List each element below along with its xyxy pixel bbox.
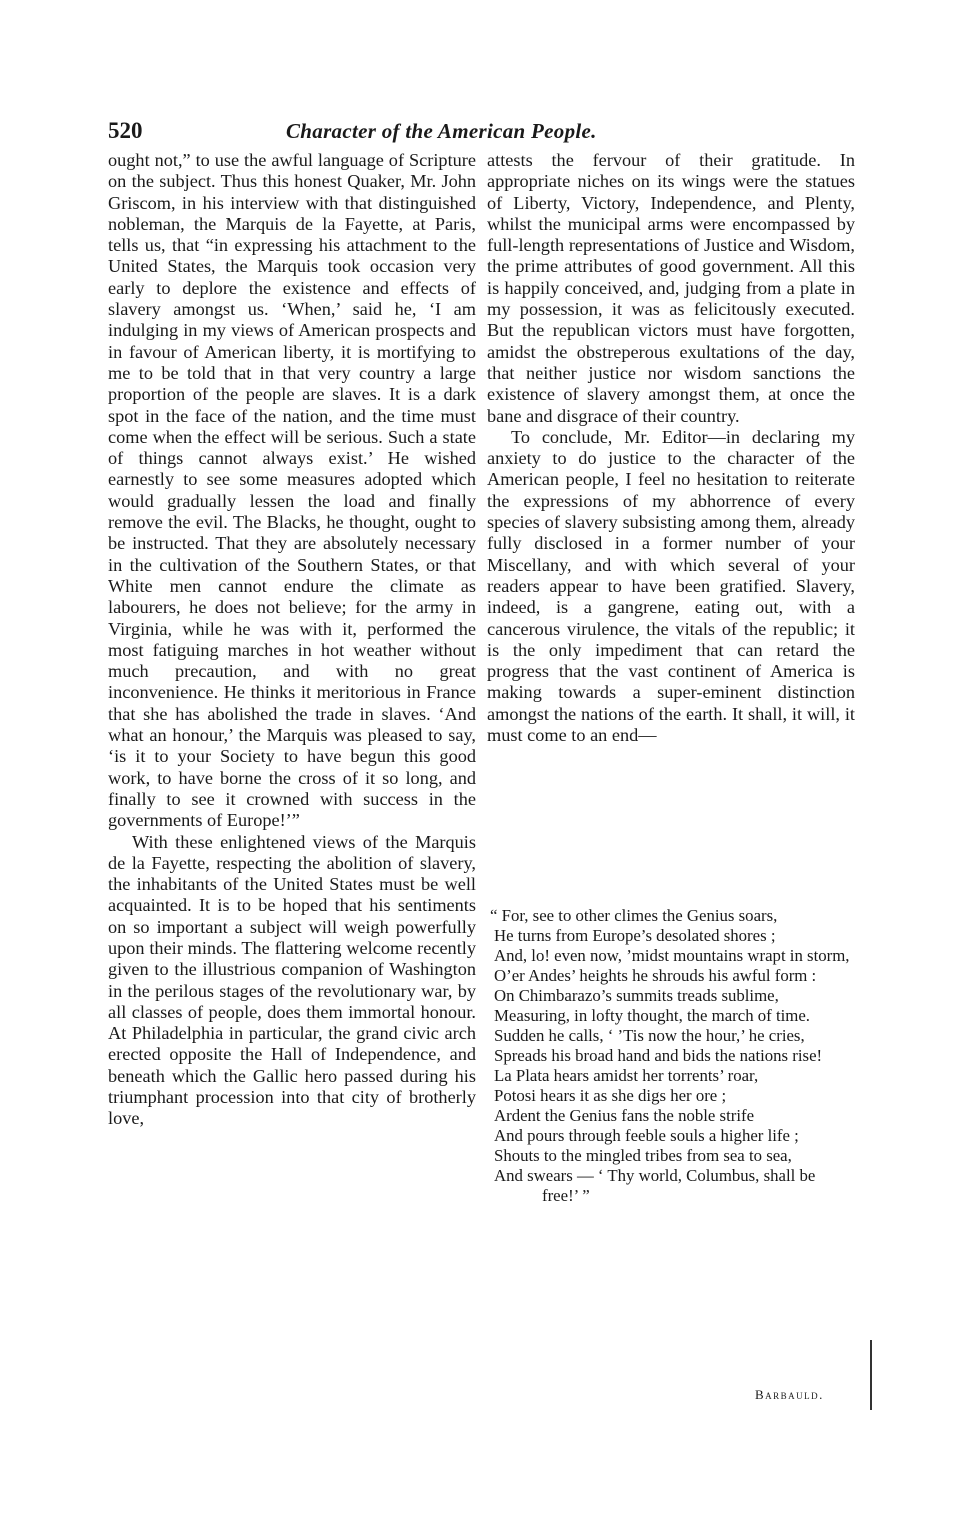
- poem-line: Potosi hears it as she digs her ore ;: [494, 1086, 727, 1105]
- left-column: [108, 150, 476, 1130]
- poem: [490, 906, 850, 1206]
- poem-line: Ardent the Genius fans the noble strife: [494, 1106, 755, 1125]
- running-title: Character of the American People.: [286, 119, 597, 143]
- poem-line: On Chimbarazo’s summits treads sublime,: [494, 986, 779, 1005]
- poem-line: Sudden he calls, ‘ ’Tis now the hour,’ he cries,: [494, 1026, 805, 1045]
- poem-line: “ For, see to other climes the Genius soars,: [490, 906, 778, 925]
- paragraph: ought not,” to use the awful language of Scripture on the subject. Thus this honest Quaker, Mr. John Griscom, in his interview with that distinguished nobleman, the Marquis de la Fayette, at Paris, tells us, that “in expressing his attachment to the United States, the Marquis took occasion very early to deplore the existence and effects of slavery amongst us. ‘When,’ said he, ‘I am indulging in my views of American prospects and in favour of American liberty, it is mortifying to me to be told that in that very country a large proportion of the people are slaves. It is a dark spot in the face of the nation, and the time must come when the effect will be serious. Such a state of things cannot always exist.’ He wished earnestly to see some measures adopted which would gradually lessen the load and finally remove the evil. The Blacks, he thought, ought to be instructed. That they are absolutely necessary in the cultivation of the Southern States, or that White men cannot endure the climate as labourers, he does not believe; for the army in Virginia, while he was with it, performed the most fatiguing marches in hot weather without much precaution, and with no great inconvenience. He thinks it meritorious in France that she has abolished the trade in slaves. ‘And what an honour,’ the Marquis was pleased to say, ‘is it to your Society to have begun this good work, to have borne the cross of it so long, and finally to see it crowned with success in the governments of Europe!’”: [108, 150, 476, 831]
- poem-line: Measuring, in lofty thought, the march of time.: [494, 1006, 810, 1025]
- poem-line: He turns from Europe’s desolated shores ;: [494, 926, 776, 945]
- poem-line: La Plata hears amidst her torrents’ roar,: [494, 1066, 759, 1085]
- poem-line: O’er Andes’ heights he shrouds his awful form :: [494, 966, 817, 985]
- poem-line: And, lo! even now, ’midst mountains wrapt in storm,: [494, 946, 850, 965]
- margin-rule: [870, 1340, 872, 1410]
- page-number: 520: [108, 118, 143, 143]
- poem-line: Shouts to the mingled tribes from sea to sea,: [494, 1146, 792, 1165]
- poem-line: And pours through feeble souls a higher life ;: [494, 1126, 799, 1145]
- poem-attribution: Barbauld.: [755, 1387, 824, 1402]
- right-column: [487, 150, 855, 746]
- poem-line: Spreads his broad hand and bids the nations rise!: [494, 1046, 823, 1065]
- paragraph: With these enlightened views of the Marquis de la Fayette, respecting the abolition of slavery, the inhabitants of the United States must be well acquainted. It is to be hoped that his sentiments on so important a subject will weigh powerfully upon their minds. The flattering welcome recently given to the illustrious companion of Washington in the perilous stages of the revolutionary war, by all classes of people, does them immortal honour. At Philadelphia in particular, the grand civic arch erected opposite the Hall of Independence, and beneath which the Gallic hero passed during his triumphant procession into that city of brotherly love,: [108, 831, 476, 1129]
- poem-line: And swears — ‘ Thy world, Columbus, shall be free!’ ”: [494, 1166, 816, 1205]
- paragraph: attests the fervour of their gratitude. In appropriate niches on its wings were the statues of Liberty, Victory, Independence, and Plenty, whilst the municipal arms were encompassed by full-length representations of Justice and Wisdom, the prime attributes of good government. All this is happily conceived, and, judging from a plate in my possession, it was as felicitously executed. But the republican victors must have forgotten, amidst the obstreperous exultations of the day, that neither justice nor wisdom sanctions the existence of slavery amongst them, at once the bane and disgrace of their country.: [487, 150, 855, 426]
- page-header: [108, 118, 868, 148]
- paragraph: To conclude, Mr. Editor—in declaring my anxiety to do justice to the character of the American people, I feel no hesitation to reiterate the expressions of my abhorrence of every species of slavery subsisting among them, already fully disclosed in a former number of your Miscellany, and with which several of your readers appear to have been gratified. Slavery, indeed, is a gangrene, eating out, with a cancerous virulence, the vitals of the republic; it is the only impediment that can retard the progress that the vast continent of America is making towards a super-eminent distinction amongst the nations of the earth. It shall, it will, it must come to an end—: [487, 426, 855, 746]
